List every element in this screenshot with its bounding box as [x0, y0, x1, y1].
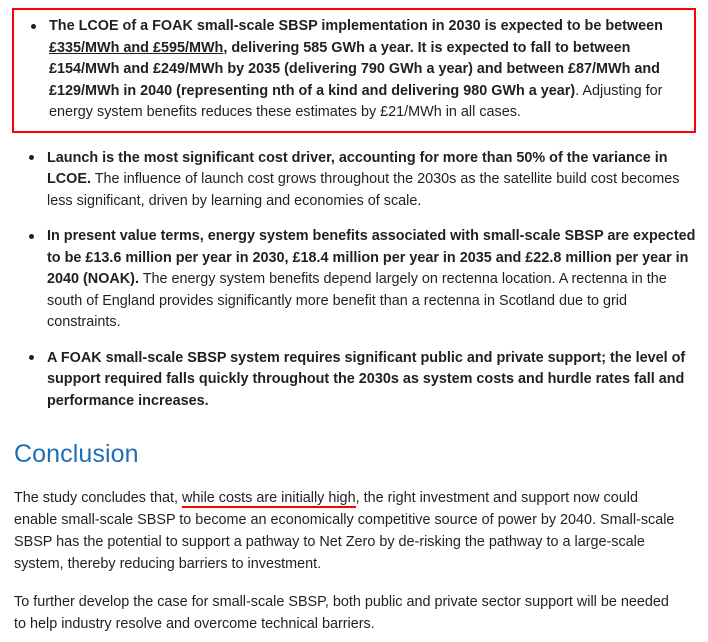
- key-findings-bullet-list: [12, 148, 696, 413]
- bullet-dot-icon: [29, 155, 34, 160]
- conclusion-paragraph-1: The study concludes that, while costs are initially high, the right investment and support now could enable small-scale SBSP to become an economically competitive source of power by 2040. Small-scale SBSP has the potential to support a pathway to Net Zero by de-risking the pathway to a large-scale system, thereby reducing barriers to investment.: [14, 490, 675, 572]
- highlighted-bullet-text: The LCOE of a FOAK small-scale SBSP implementation in 2030 is expected to be between £335/MWh and £595/MWh, delivering 585 GWh a year. It is expected to fall to between £154/MWh and £249/MWh by 2035 (delivering 790 GWh a year) and between £87/MWh and £129/MWh in 2040 (representing nth of a kind and delivering 980 GWh a year). Adjusting for energy system benefits reduces these estimates by £21/MWh in all cases.: [49, 18, 663, 120]
- bullet-dot-icon: [31, 24, 36, 29]
- bullet-dot-icon: [29, 355, 34, 360]
- bullet-dot-icon: [29, 234, 34, 239]
- list-item: [14, 16, 686, 124]
- list-item: [12, 348, 696, 413]
- page-title: Conclusion: [14, 440, 139, 468]
- list-item: [12, 148, 696, 213]
- bullet-text: A FOAK small-scale SBSP system requires significant public and private support; the level of support required falls quickly throughout the 2030s as system costs and hurdle rates fall and performance increases.: [47, 349, 686, 409]
- list-item: [12, 226, 696, 334]
- bullet-text: In present value terms, energy system benefits associated with small-scale SBSP are expected to be £13.6 million per year in 2030, £18.4 million per year in 2035 and £22.8 million per year in 2040 (NOAK). The energy system benefits depend largely on rectenna location. A rectenna in the south of England provides significantly more benefit than a rectenna in Scotland due to grid constraints.: [47, 228, 696, 330]
- conclusion-paragraph-2: To further develop the case for small-scale SBSP, both public and private sector support will be needed to help industry resolve and overcome technical barriers.: [14, 594, 669, 632]
- highlighted-callout-box: [12, 8, 696, 133]
- bullet-text: Launch is the most significant cost driver, accounting for more than 50% of the variance in LCOE. The influence of launch cost grows throughout the 2030s as the satellite build cost becomes less significant, driven by learning and economies of scale.: [47, 149, 680, 209]
- highlighted-bullet-list: [14, 16, 686, 124]
